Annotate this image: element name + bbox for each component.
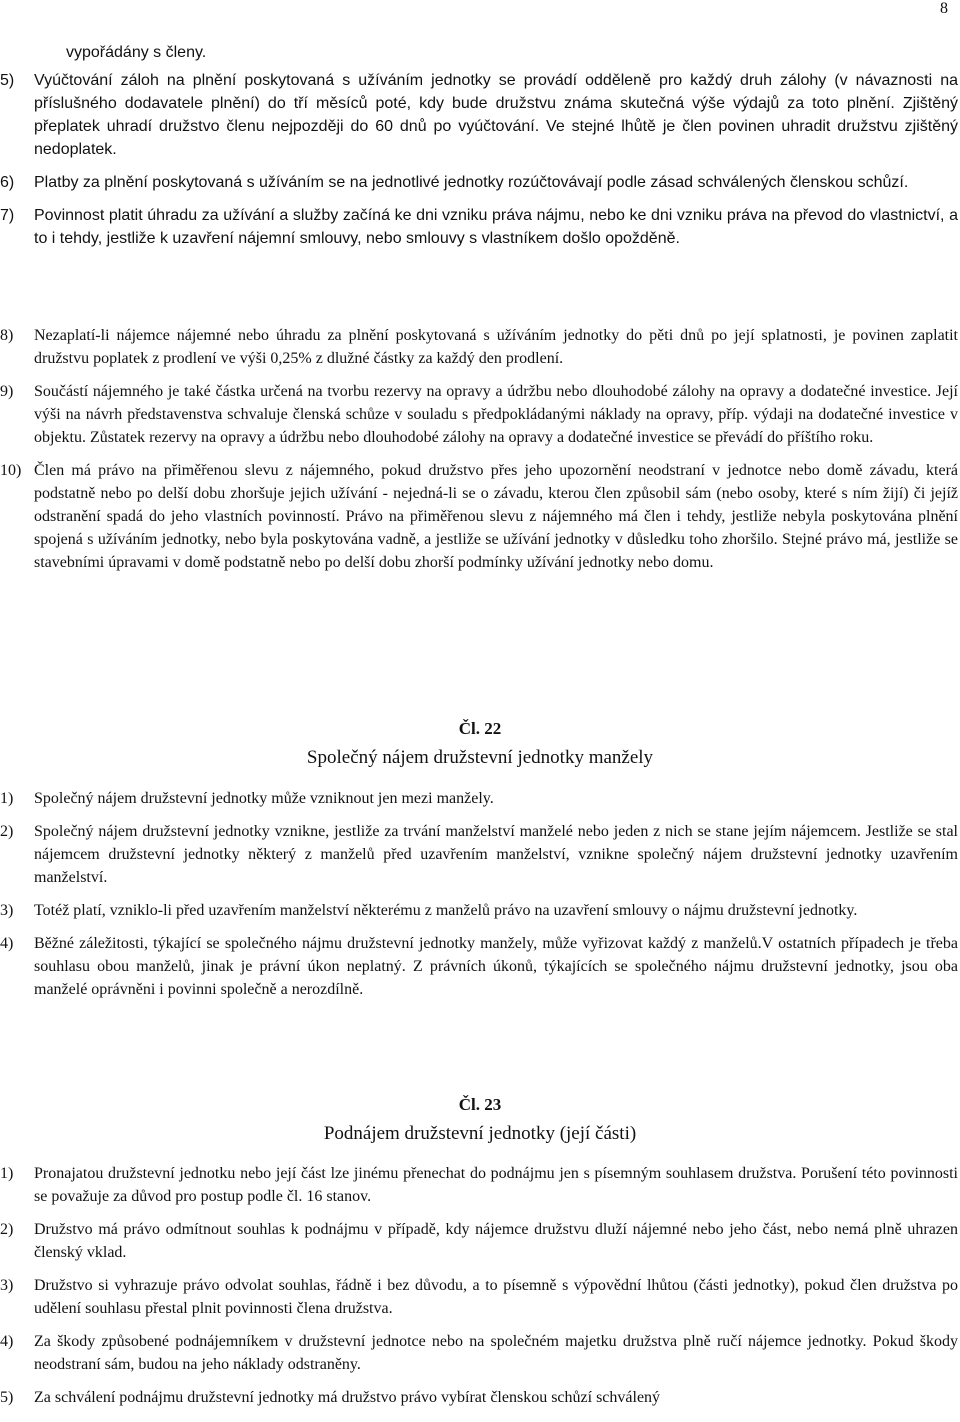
page-number: 8 xyxy=(940,0,948,17)
item-text: Společný nájem družstevní jednotky může vzniknout jen mezi manžely. xyxy=(34,790,494,807)
item-text: Za schválení podnájmu družstevní jednotky má družstvo právo vybírat členskou schůzí schválený xyxy=(34,1389,661,1406)
list-item xyxy=(0,1274,960,1320)
item-number: 1) xyxy=(0,1165,14,1182)
item-number: 2) xyxy=(0,823,14,840)
article-23-heading xyxy=(0,1095,960,1145)
article-23-number: Čl. 23 xyxy=(458,1095,502,1114)
article-22-heading xyxy=(0,719,960,769)
item-number: 5) xyxy=(0,72,15,89)
article-23-list xyxy=(0,1162,960,1409)
item-text: Běžné záležitosti, týkající se společného nájmu družstevní jednotky manžely, může vyřizovat každý z manželů.V ostatních případech je třeba souhlasu obou manželů, jinak je právní úkon neplatný. Z právních úkonů, týkajících se společného nájmu družstevní jednotky, jsou oba manželé oprávněni i povinni společně a nerozdílně. xyxy=(34,935,958,998)
section-b-list xyxy=(0,324,960,574)
item-text: Vyúčtování záloh na plnění poskytovaná s užíváním jednotky se provádí odděleně pro každý druh zálohy (v návaznosti na příslušného dodavatele plnění) do tří měsíců poté, kdy bude družstvu známa skutečná výše výdajů za toto plnění. Zjištěný přeplatek uhradí družstvo členu nejpozději do 60 dnů po vyúčtování. Ve stejné lhůtě je člen povinen uhradit družstvu zjištěný nedoplatek. xyxy=(34,72,958,158)
item-text: Člen má právo na přiměřenou slevu z nájemného, pokud družstvo přes jeho upozornění neodstraní v jednotce nebo domě závadu, která podstatně nebo po delší dobu zhoršuje jejich užívání - nejedná-li se o závadu, kterou člen způsobil sám (nebo osoby, které s ním žijí) či jejíž odstranění spadá do jeho vlastních povinností. Právo na přiměřenou slevu z nájemného má člen i tehdy, jestliže nebyla poskytována plnění spojená s užíváním jednotky, nebo byla poskytována vadně, a jestliže se užívání jednotky v důsledku toho zhoršilo. Stejné právo má, jestliže se stavebními úpravami v domě podstatně nebo po delší dobu zhorší podmínky užívání jednotky nebo domu. xyxy=(34,462,958,571)
item-number: 6) xyxy=(0,174,15,191)
item-number: 8) xyxy=(0,327,14,344)
list-item xyxy=(0,324,960,370)
item-number: 4) xyxy=(0,935,14,952)
item-number: 3) xyxy=(0,1277,14,1294)
item-text: Nezaplatí-li nájemce nájemné nebo úhradu za plnění poskytovaná s užíváním jednotky do pěti dnů po její splatnosti, je povinen zaplatit družstvu poplatek z prodlení ve výši 0,25% z dlužné částky za každý den prodlení. xyxy=(34,327,958,367)
list-item xyxy=(0,171,960,194)
list-item xyxy=(0,1386,960,1409)
item-text: Družstvo si vyhrazuje právo odvolat souhlas, řádně i bez důvodu, a to písemně s výpovědní lhůtou (části jednotky), pokud člen družstva po udělení souhlasu přestal plnit povinnosti člena družstva. xyxy=(34,1277,958,1317)
item-number: 1) xyxy=(0,790,14,807)
item-number: 5) xyxy=(0,1389,14,1406)
item-text: Společný nájem družstevní jednotky vznikne, jestliže za trvání manželství manželé nebo jeden z nich se stane jejím nájemcem. Jestliže se stal nájemcem družstevní jednotky některý z manželů před uzavřením manželství, vznikne společný nájem družstevní jednotky uzavřením manželství. xyxy=(34,823,958,886)
article-23-title: Podnájem družstevní jednotky (její části) xyxy=(323,1123,637,1144)
list-item xyxy=(0,899,960,922)
item-number: 4) xyxy=(0,1333,14,1350)
article-22-number: Čl. 22 xyxy=(458,719,502,738)
item-text: Povinnost platit úhradu za užívání a služby začíná ke dni vzniku práva nájmu, nebo ke dni vzniku práva na převod do vlastnictví, a to i tehdy, jestliže k uzavření nájemní smlouvy, nebo smlouvy s vlastníkem došlo opožděně. xyxy=(34,207,958,247)
item-number: 2) xyxy=(0,1221,14,1238)
section-a-list xyxy=(0,69,960,250)
list-item xyxy=(0,1330,960,1376)
list-item xyxy=(0,787,960,810)
item-text: Součástí nájemného je také částka určená na tvorbu rezervy na opravy a údržbu nebo dlouhodobé zálohy na opravy a dodatečné investice. Její výši na návrh představenstva schvaluje členská schůze v souladu s předpokládanými náklady na opravy, příp. výdaji na dodatečné investice v objektu. Zůstatek rezervy na opravy a údržbu nebo dlouhodobé zálohy na opravy a dodatečné investice se převádí do příštího roku. xyxy=(34,383,958,446)
article-22-title: Společný nájem družstevní jednotky manžely xyxy=(306,747,654,768)
list-item xyxy=(0,820,960,889)
item-text: Pronajatou družstevní jednotku nebo její část lze jinému přenechat do podnájmu jen s písemným souhlasem družstva. Porušení této povinnosti se považuje za důvod pro postup podle čl. 16 stanov. xyxy=(34,1165,958,1205)
list-item xyxy=(0,204,960,250)
list-item xyxy=(0,69,960,161)
list-item xyxy=(0,1218,960,1264)
list-item xyxy=(0,932,960,1001)
item-text: Družstvo má právo odmítnout souhlas k podnájmu v případě, kdy nájemce družstvu dluží nájemné nebo jeho část, nebo nemá plně uhrazen členský vklad. xyxy=(34,1221,958,1261)
item-number: 9) xyxy=(0,383,14,400)
list-item xyxy=(0,380,960,449)
item-text: Platby za plnění poskytovaná s užíváním se na jednotlivé jednotky rozúčtovávají podle zásad schválených členskou schůzí. xyxy=(34,174,909,191)
item-text: Za škody způsobené podnájemníkem v družstevní jednotce nebo na společném majetku družstva plně ručí nájemce jednotky. Pokud škody neodstraní sám, budou na jeho náklady odstraněny. xyxy=(34,1333,958,1373)
lead-text: vypořádány s členy. xyxy=(66,44,207,61)
item-number: 7) xyxy=(0,207,15,224)
item-text: Totéž platí, vzniklo-li před uzavřením manželství některému z manželů právo na uzavření smlouvy o nájmu družstevní jednotky. xyxy=(34,902,858,919)
list-item xyxy=(0,459,960,574)
article-22-list xyxy=(0,787,960,1001)
item-number: 3) xyxy=(0,902,14,919)
item-number: 10) xyxy=(0,462,22,479)
list-item xyxy=(0,1162,960,1208)
